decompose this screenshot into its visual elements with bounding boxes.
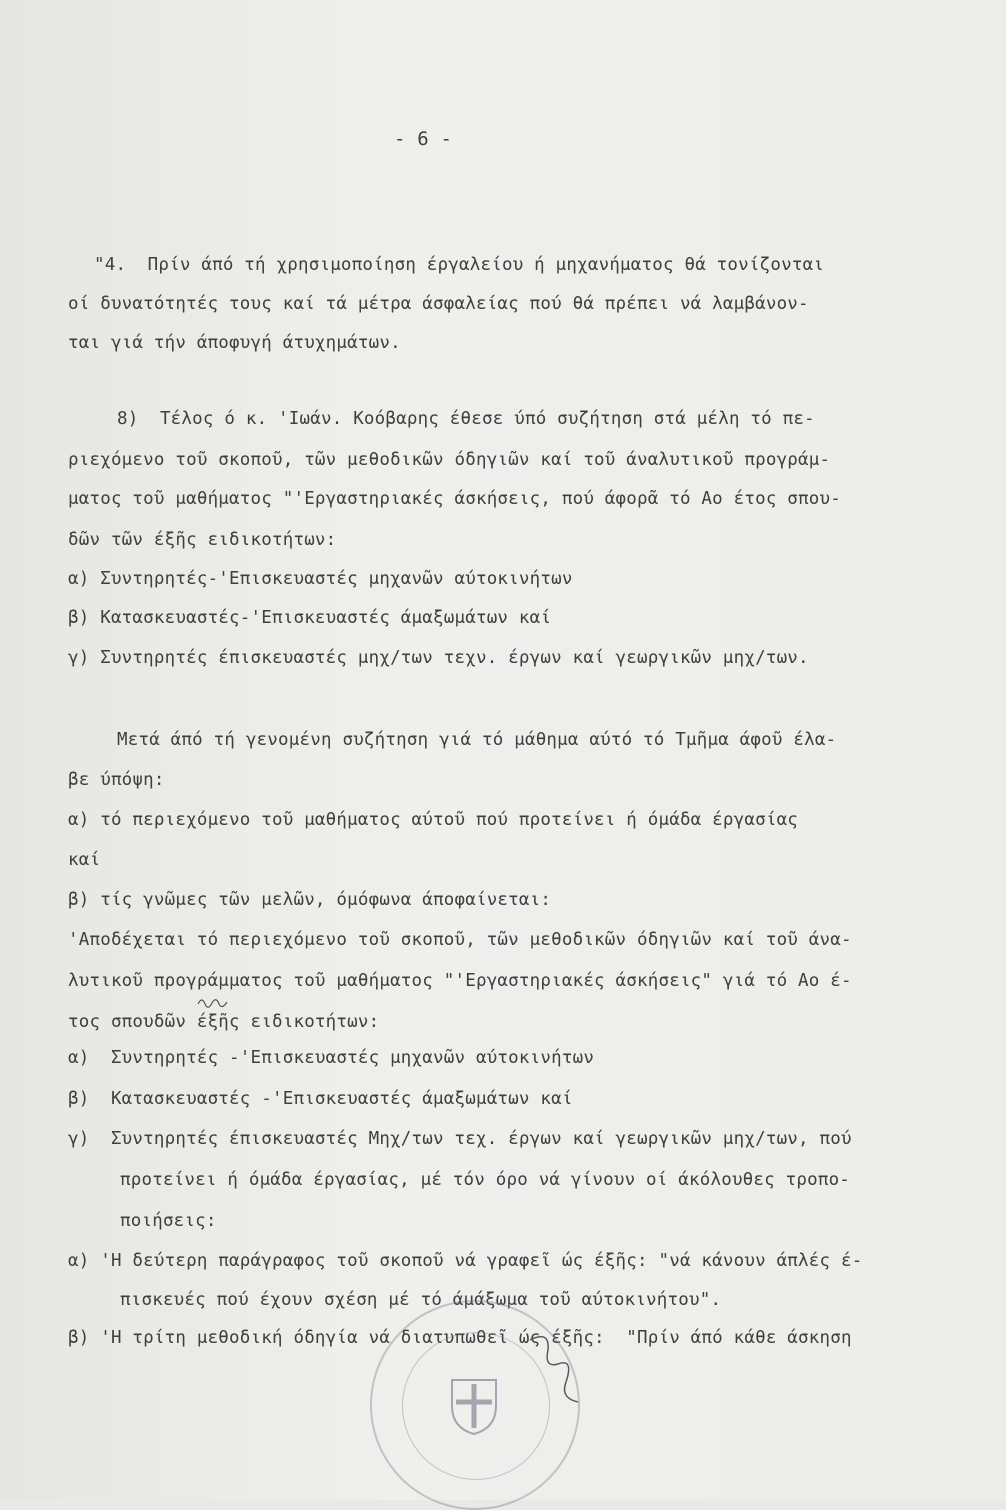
page-number: - 6 - (394, 128, 453, 150)
list-item: γ) Συντηρητές έπισκευαστές Μηχ/των τεχ. έργων καί γεωργικῶν μηχ/των, πού (68, 1129, 852, 1149)
list-item: β) 'Η τρίτη μεθοδική όδηγία νά διατυπωθεῖ ώς έξῆς: "Πρίν άπό κάθε άσκηση (68, 1328, 852, 1348)
text-line: λυτικοῦ προγράμματος τοῦ μαθήματος "'Εργαστηριακές άσκήσεις" γιά τό Αο έ- (68, 971, 852, 991)
text-line: ματος τοῦ μαθήματος "'Εργαστηριακές άσκήσεις, πού άφορᾶ τό Αο έτος σπου- (68, 489, 841, 509)
text-line: τος σπουδῶν έξῆς ειδικοτήτων: (68, 1012, 380, 1032)
text-line: ται γιά τήν άποφυγή άτυχημάτων. (68, 333, 401, 353)
list-item: α) Συντηρητές -'Επισκευαστές μηχανῶν αύτοκινήτων (68, 1048, 595, 1068)
list-item: α) τό περιεχόμενο τοῦ μαθήματος αύτοῦ πού προτείνει ή όμάδα έργασίας (68, 810, 799, 830)
signature (520, 1320, 590, 1410)
text-line: πισκευές πού έχουν σχέση μέ τό άμάξωμα τοῦ αύτοκινήτου". (120, 1290, 722, 1310)
text-line: "4. Πρίν άπό τή χρησιμοποίηση έργαλείου ή μηχανήματος θά τονίζονται (94, 255, 825, 275)
text-line: οί δυνατότητές τους καί τά μέτρα άσφαλείας πού θά πρέπει νά λαμβάνον- (68, 294, 809, 314)
list-item: β) τίς γνῶμες τῶν μελῶν, όμόφωνα άποφαίνεται: (68, 890, 552, 910)
list-item: γ) Συντηρητές έπισκευαστές μηχ/των τεχν. έργων καί γεωργικῶν μηχ/των. (68, 648, 809, 668)
text-line: ποιήσεις: (120, 1211, 217, 1231)
text-line: 'Αποδέχεται τό περιεχόμενο τοῦ σκοποῦ, τῶν μεθοδικῶν όδηγιῶν καί τοῦ άνα- (68, 930, 852, 950)
text-line: βε ύπόψη: (68, 770, 165, 790)
text-line: 8) Τέλος ό κ. 'Ιωάν. Κοόβαρης έθεσε ύπό συζήτηση στά μέλη τό πε- (117, 409, 815, 429)
list-item: β) Κατασκευαστές-'Επισκευαστές άμαξωμάτων καί (68, 608, 552, 628)
text-line: ριεχόμενο τοῦ σκοποῦ, τῶν μεθοδικῶν όδηγιῶν καί τοῦ άναλυτικοῦ προγράμ- (68, 450, 831, 470)
list-item: α) Συντηρητές-'Επισκευαστές μηχανῶν αύτοκινήτων (68, 569, 573, 589)
list-item: α) 'Η δεύτερη παράγραφος τοῦ σκοποῦ νά γραφεῖ ώς έξῆς: "νά κάνουν άπλές έ- (68, 1251, 863, 1271)
text-line: προτείνει ή όμάδα έργασίας, μέ τόν όρο νά γίνουν οί άκόλουθες τροπο- (120, 1170, 851, 1190)
text-line: καί (68, 850, 101, 870)
handwritten-mark (195, 994, 239, 1012)
list-item: β) Κατασκευαστές -'Επισκευαστές άμαξωμάτων καί (68, 1089, 573, 1109)
text-line: δῶν τῶν έξῆς ειδικοτήτων: (68, 530, 337, 550)
text-line: Μετά άπό τή γενομένη συζήτηση γιά τό μάθημα αύτό τό Τμῆμα άφοῦ έλα- (117, 730, 837, 750)
coat-of-arms-icon (444, 1374, 504, 1436)
